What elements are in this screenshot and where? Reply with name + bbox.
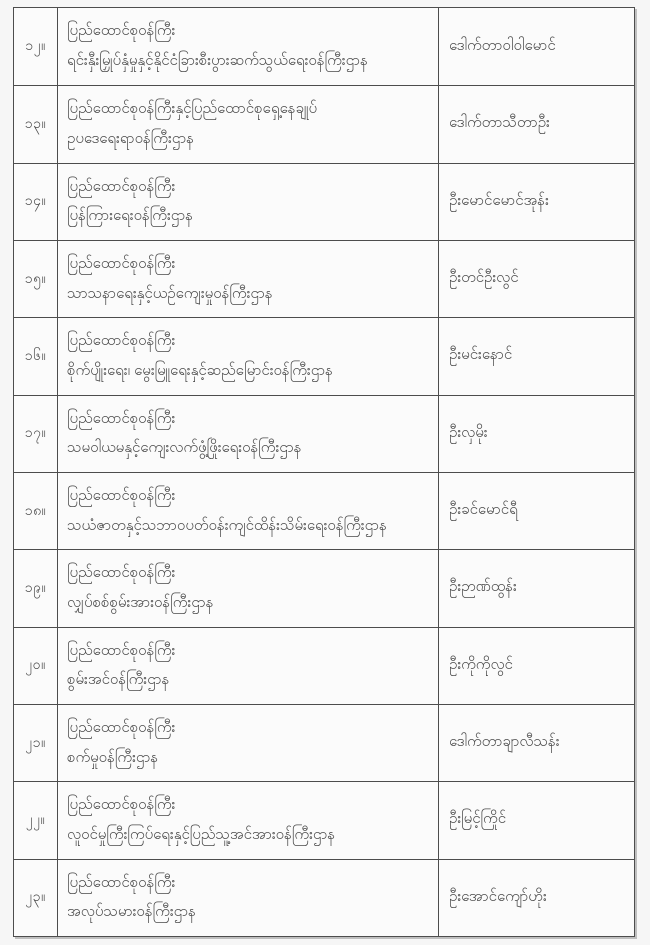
- ministry-name: သာသနာရေးနှင့်ယဉ်ကျေးမှုဝန်ကြီးဌာန: [67, 284, 273, 302]
- table-row: [14, 781, 634, 858]
- ministry-cell: [57, 473, 438, 549]
- minister-name: ဦးအောင်ကျော်ဟိုး: [438, 860, 634, 936]
- minister-name: ဦးဉာဏ်ထွန်း: [438, 550, 634, 626]
- ministry-cell: [57, 628, 438, 704]
- table-row: [14, 549, 634, 626]
- ministry-name: စွမ်းအင်ဝန်ကြီးဌာန: [67, 671, 170, 689]
- minister-title: ပြည်ထောင်စုဝန်ကြီး: [67, 409, 176, 427]
- row-number: ၁၆။: [24, 346, 47, 363]
- table-row: [14, 627, 634, 704]
- table-row: [14, 163, 634, 240]
- ministry-cell: [57, 396, 438, 472]
- table-row: [14, 704, 634, 781]
- minister-title: ပြည်ထောင်စုဝန်ကြီး: [67, 564, 176, 582]
- minister-title: ပြည်ထောင်စုဝန်ကြီး: [67, 796, 176, 814]
- row-number: ၁၇။: [24, 424, 47, 441]
- row-number: ၁၅။: [24, 269, 47, 286]
- ministry-cell: [57, 86, 438, 162]
- minister-title: ပြည်ထောင်စုဝန်ကြီး: [67, 487, 176, 505]
- table-row: [14, 8, 634, 85]
- minister-name: ဦးကိုကိုလွင်: [438, 628, 634, 704]
- ministry-cell: [57, 782, 438, 858]
- row-number: ၁၈။: [24, 501, 47, 518]
- minister-name: ဦးခင်မောင်ရီ: [438, 473, 634, 549]
- ministry-name: ရင်းနှီးမြှုပ်နှံမှုနှင့်နိုင်ငံခြားစီးပွားဆက်သွယ်ရေးဝန်ကြီးဌာန: [67, 52, 368, 70]
- table-row: [14, 317, 634, 394]
- row-number: ၂၁။: [25, 733, 46, 750]
- minister-name: ဦးမြင့်ကြိုင်: [438, 782, 634, 858]
- minister-name: ဦးတင်ဦးလွင်: [438, 241, 634, 317]
- row-number: ၁၉။: [24, 578, 47, 595]
- row-number: ၁၃။: [24, 114, 47, 131]
- row-number: ၂၃။: [25, 888, 46, 905]
- ministers-table: [13, 7, 635, 937]
- minister-name: ဒေါက်တာချာလီသန်း: [438, 705, 634, 781]
- table-row: [14, 240, 634, 317]
- minister-title: ပြည်ထောင်စုဝန်ကြီးနှင့်ပြည်ထောင်စုရှေ့နေချုပ်: [67, 100, 318, 118]
- minister-title: ပြည်ထောင်စုဝန်ကြီး: [67, 255, 176, 273]
- ministry-cell: [57, 241, 438, 317]
- row-number: ၂၂။: [25, 810, 46, 827]
- ministry-name: စက်မှုဝန်ကြီးဌာန: [67, 748, 159, 766]
- minister-name: ဒေါက်တာဝါဝါမောင်: [438, 8, 634, 85]
- row-number: ၁၂။: [25, 37, 46, 54]
- table-row: [14, 859, 634, 936]
- minister-title: ပြည်ထောင်စုဝန်ကြီး: [67, 719, 176, 737]
- table-row: [14, 472, 634, 549]
- ministry-cell: [57, 860, 438, 936]
- minister-title: ပြည်ထောင်စုဝန်ကြီး: [67, 22, 176, 40]
- ministry-name: သယံဇာတနှင့်သဘာဝပတ်ဝန်းကျင်ထိန်းသိမ်းရေးဝန်ကြီးဌာန: [67, 516, 387, 534]
- ministry-cell: [57, 8, 438, 85]
- ministry-name: လျှပ်စစ်စွမ်းအားဝန်ကြီးဌာန: [67, 594, 214, 612]
- table-row: [14, 395, 634, 472]
- ministry-cell: [57, 164, 438, 240]
- minister-name: ဦးမင်းနောင်: [438, 318, 634, 394]
- ministry-name: ဥပဒေရေးရာဝန်ကြီးဌာန: [67, 130, 195, 148]
- minister-title: ပြည်ထောင်စုဝန်ကြီး: [67, 873, 176, 891]
- row-number: ၁၄။: [24, 192, 47, 209]
- table-row: [14, 85, 634, 162]
- minister-title: ပြည်ထောင်စုဝန်ကြီး: [67, 641, 176, 659]
- ministry-name: သမဝါယမနှင့်ကျေးလက်ဖွံ့ဖြိုးရေးဝန်ကြီးဌာန: [67, 439, 302, 457]
- ministry-cell: [57, 550, 438, 626]
- minister-name: ဦးလှမိုး: [438, 396, 634, 472]
- ministry-name: ပြန်ကြားရေးဝန်ကြီးဌာန: [67, 207, 194, 225]
- ministry-name: အလုပ်သမားဝန်ကြီးဌာန: [67, 903, 196, 921]
- row-number: ၂၀။: [25, 656, 46, 673]
- minister-name: ဦးမောင်မောင်အုန်း: [438, 164, 634, 240]
- ministry-name: စိုက်ပျိုးရေး၊ မွေးမြူရေးနှင့်ဆည်မြောင်းဝန်ကြီးဌာန: [67, 362, 333, 380]
- ministry-cell: [57, 318, 438, 394]
- minister-title: ပြည်ထောင်စုဝန်ကြီး: [67, 332, 176, 350]
- ministry-cell: [57, 705, 438, 781]
- minister-name: ဒေါက်တာသီတာဦး: [438, 86, 634, 162]
- minister-title: ပြည်ထောင်စုဝန်ကြီး: [67, 177, 176, 195]
- ministry-name: လူဝင်မှုကြီးကြပ်ရေးနှင့်ပြည်သူ့အင်အားဝန်ကြီးဌာန: [67, 826, 336, 844]
